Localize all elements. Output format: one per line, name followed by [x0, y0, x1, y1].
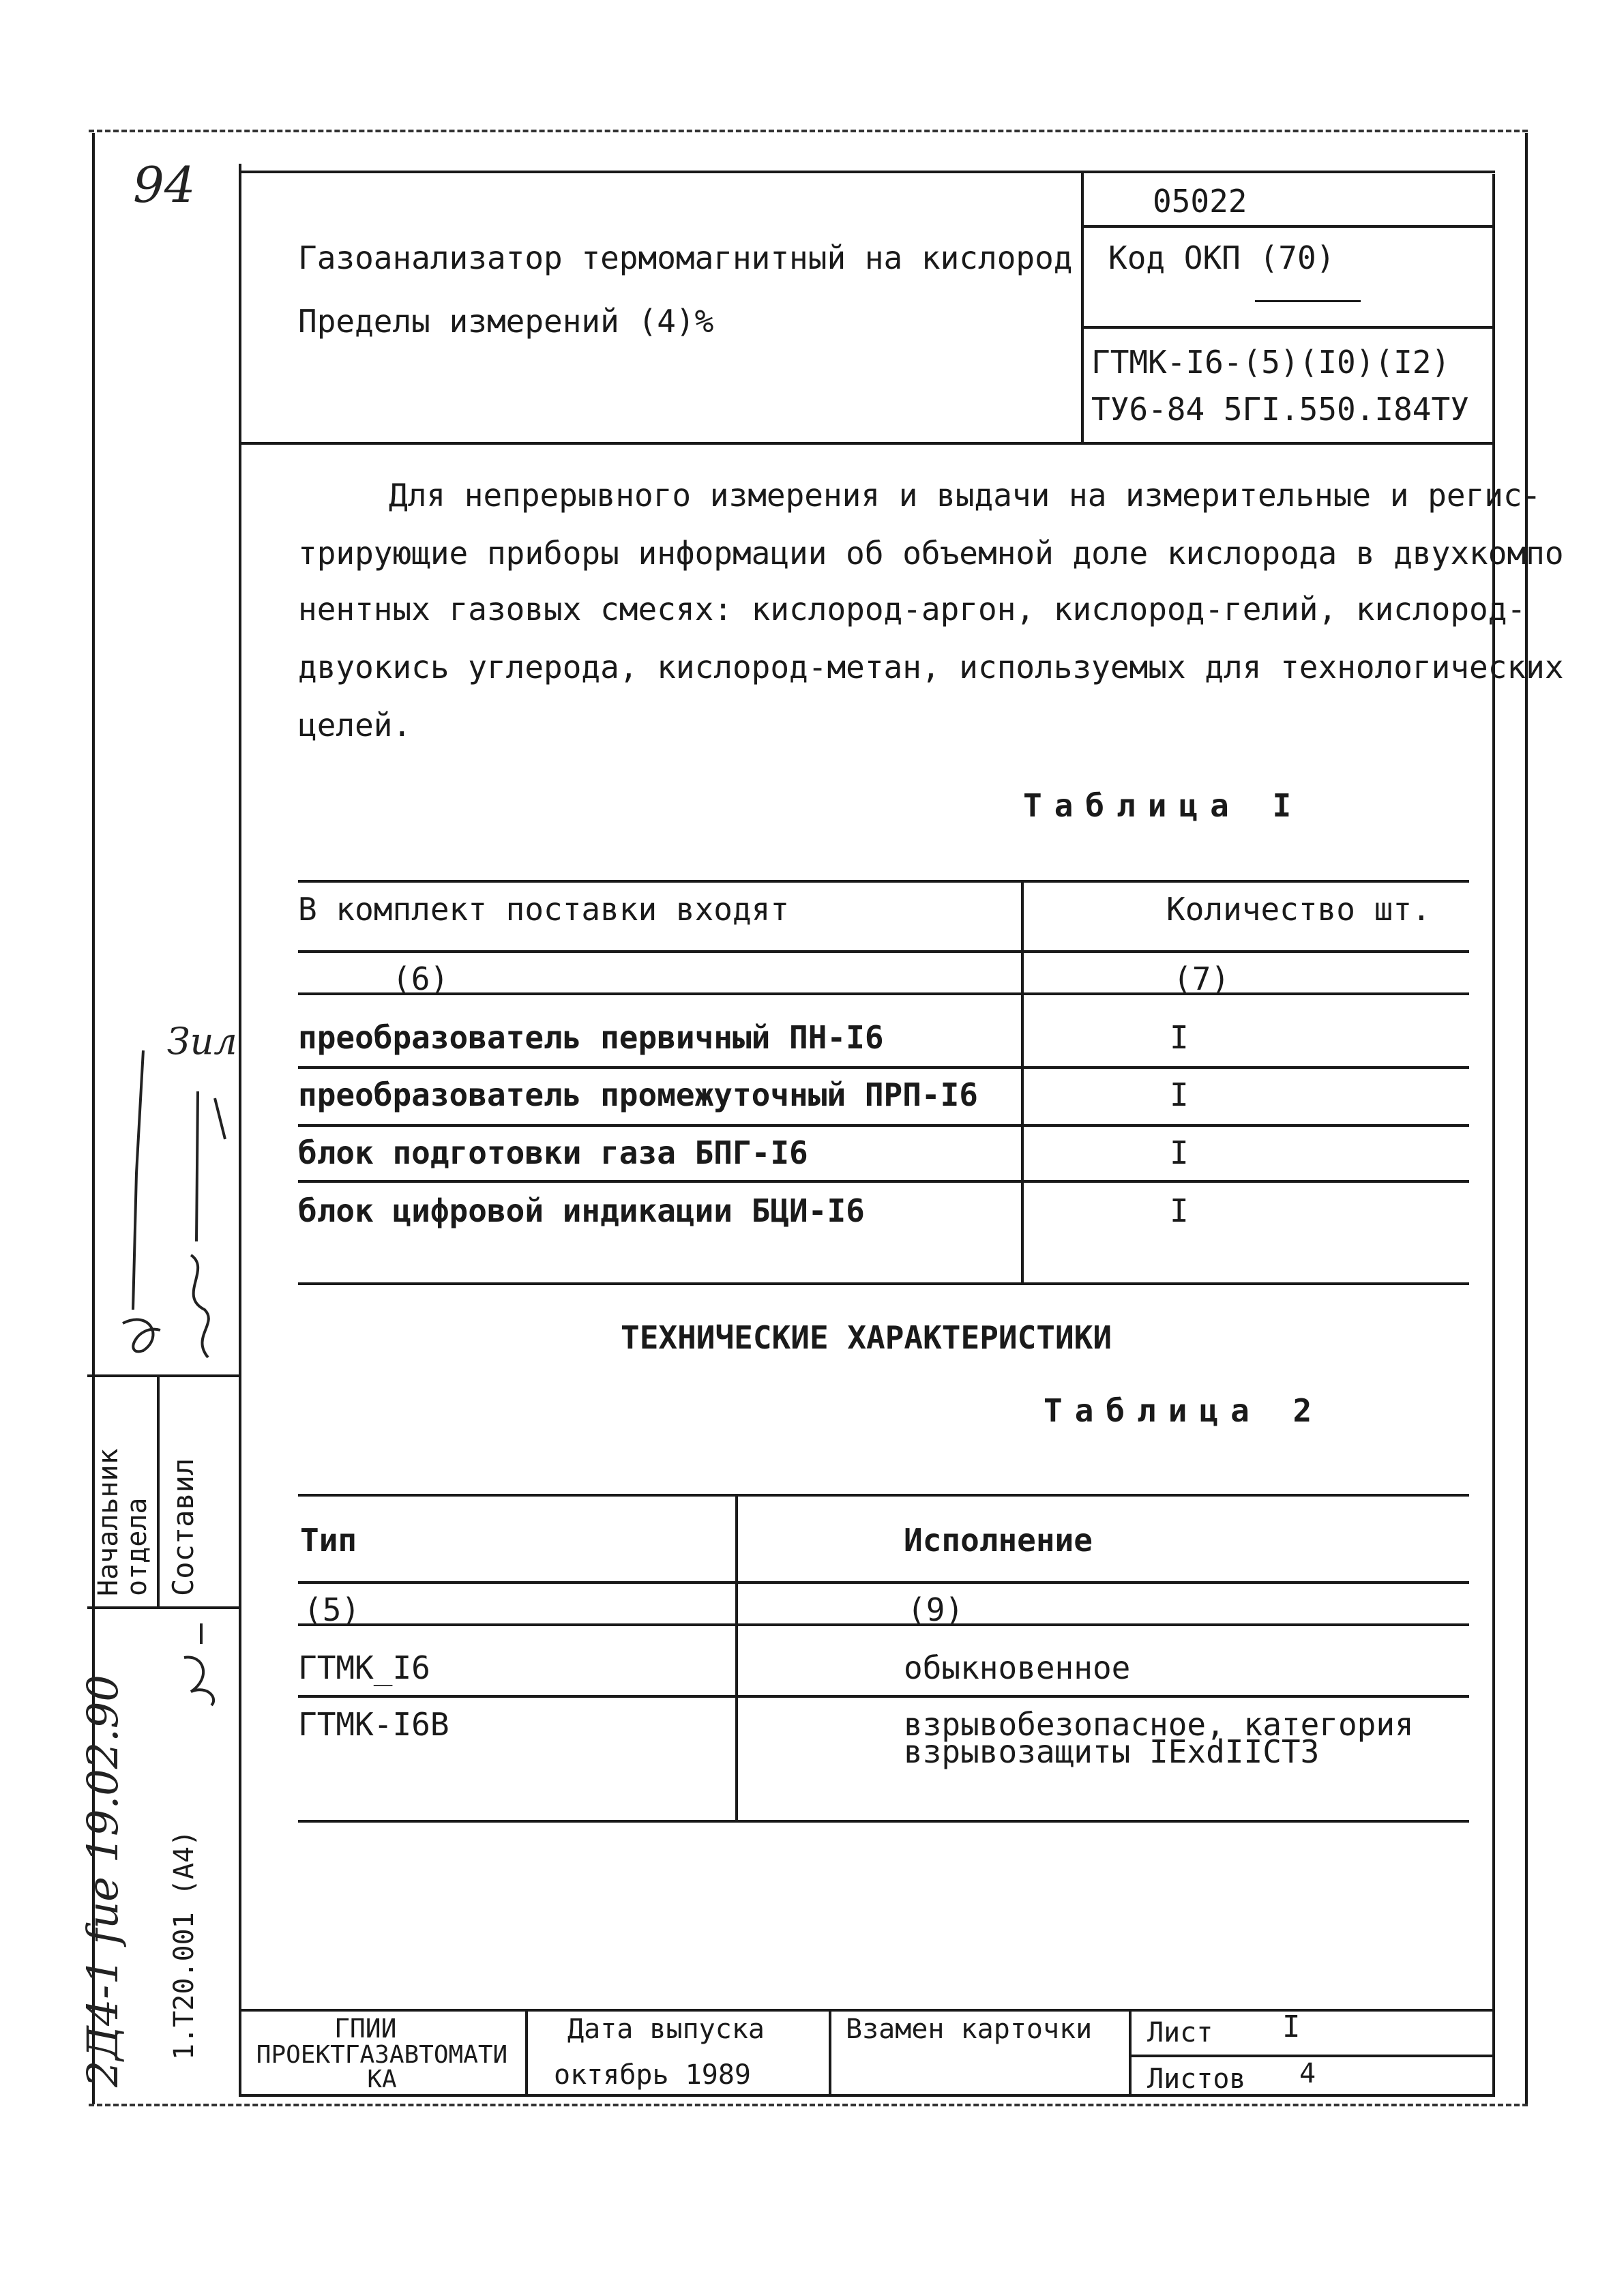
footer-divider [525, 2009, 528, 2094]
table1-row1-item: преобразователь первичный ПН-I6 [298, 1019, 884, 1056]
table1-col2-header: Количество шт. [1166, 891, 1431, 928]
table1-row4-item: блок цифровой индикации БЦИ-I6 [298, 1192, 865, 1229]
form-code: 1.Т20.001 (А4) [168, 1829, 200, 2060]
okp-divider [1081, 326, 1494, 329]
product-title: Газоанализатор термомагнитный на кислород [298, 239, 1073, 276]
top-edge-dashes [89, 130, 1528, 132]
table1-row3-qty: I [1170, 1134, 1189, 1171]
footer-top-line [239, 2009, 1495, 2012]
table2-code-line [298, 1623, 1469, 1626]
release-date-label: Дата выпуска [567, 2014, 765, 2045]
table1-row-line [298, 1180, 1469, 1183]
bottom-edge-dashes [89, 2104, 1528, 2106]
table1-column-divider [1021, 880, 1024, 1284]
footer-sheet-divider [1129, 2055, 1494, 2057]
footer-divider [1129, 2009, 1132, 2094]
sheet-number: I [1282, 2010, 1301, 2044]
table2-row1-exec: обыкновенное [904, 1649, 1131, 1686]
sidebar-line [87, 1606, 239, 1609]
table1-code-line [298, 992, 1469, 995]
header-divider [1081, 171, 1084, 443]
table2-top-line [298, 1494, 1469, 1497]
table1-caption: Таблица I [1023, 787, 1304, 824]
footer-divider [829, 2009, 831, 2094]
okp-code-label: Код ОКП (70) [1108, 239, 1335, 276]
table1-row1-qty: I [1170, 1019, 1189, 1056]
table2-caption: Таблица 2 [1044, 1392, 1325, 1429]
head-of-department-label: Начальник отдела [93, 1448, 153, 1596]
table1-row4-qty: I [1170, 1192, 1189, 1229]
compiled-by-label: Составил [166, 1458, 200, 1596]
intro-line-5: целей. [298, 707, 412, 744]
table1-col1-code: (6) [392, 960, 449, 997]
table2-header-line [298, 1581, 1469, 1584]
handwritten-page-number: 94 [133, 156, 196, 214]
table2-col1-header: Тип [300, 1522, 357, 1559]
handwritten-note: Зил [167, 1020, 237, 1063]
table1-top-line [298, 880, 1469, 883]
inner-left-border [239, 164, 241, 2094]
table1-bottom-line [298, 1282, 1469, 1285]
table1-row2-qty: I [1170, 1076, 1189, 1113]
table1-row2-item: преобразователь промежуточный ПРП-I6 [298, 1076, 978, 1113]
model-designation: ГТМК-I6-(5)(I0)(I2) [1091, 344, 1451, 381]
org-name: ПРОЕКТГАЗАВТОМАТИКА [256, 2041, 508, 2093]
table1-header-line [298, 950, 1469, 953]
table2-row-line [298, 1695, 1469, 1698]
table2-row2-type: ГТМК-I6В [298, 1706, 449, 1743]
intro-line-2: трирующие приборы информации об объемной доле кислорода в двухкомпо [298, 535, 1564, 572]
table2-row2-exec-line1: взрывобезопасное, категория [904, 1706, 1414, 1743]
table1-row-line [298, 1066, 1469, 1069]
sheet-label: Лист [1147, 2017, 1213, 2048]
header-bottom-line [239, 442, 1495, 445]
initials-mark [171, 1617, 232, 1712]
sidebar-line [87, 1374, 239, 1377]
table1-row3-item: блок подготовки газа БПГ-I6 [298, 1134, 808, 1171]
org-abbrev: ГПИИ [334, 2014, 397, 2044]
footer-bottom-line [239, 2094, 1495, 2097]
intro-line-4: двуокись углерода, кислород-метан, используемых для технологических [298, 649, 1564, 686]
replaces-card-label: Взамен карточки [846, 2014, 1093, 2045]
intro-line-3: нентных газовых смесях: кислород-аргон, кислород-гелий, кислород- [298, 591, 1526, 628]
okp-underline [1255, 300, 1361, 302]
release-date-value: октябрь 1989 [554, 2059, 751, 2091]
intro-line-1: Для непрерывного измерения и выдачи на измерительные и регис- [389, 477, 1541, 514]
table1-col1-header: В комплект поставки входят [298, 891, 790, 928]
sheets-total-label: Листов [1147, 2063, 1246, 2095]
header-top-line [239, 171, 1495, 173]
table2-bottom-line [298, 1820, 1469, 1823]
intro-edge-mark [1492, 532, 1495, 580]
signatures [95, 1037, 239, 1371]
sheets-total-value: 4 [1299, 2058, 1316, 2089]
table1-col2-code: (7) [1173, 960, 1230, 997]
right-border [1525, 133, 1528, 2104]
table2-col2-header: Исполнение [904, 1522, 1093, 1559]
inner-right-border [1492, 174, 1495, 2094]
section-title: ТЕХНИЧЕСКИЕ ХАРАКТЕРИСТИКИ [621, 1319, 1112, 1356]
sidebar-divider [157, 1374, 160, 1606]
handwritten-registration: 2Д4-1 fue 19.02.90 [78, 1675, 128, 2087]
code-divider [1081, 225, 1494, 228]
measurement-range: Пределы измерений (4)% [298, 303, 714, 340]
table2-row2-exec-line2: взрывозащиты IExdIIСТ3 [904, 1733, 1320, 1770]
classifier-code: 05022 [1153, 183, 1247, 220]
technical-spec: ТУ6-84 5ГI.550.I84ТУ [1091, 391, 1469, 428]
table2-col1-code: (5) [304, 1591, 361, 1628]
table2-row1-type: ГТМК_I6 [298, 1649, 430, 1686]
table2-col2-code: (9) [907, 1591, 964, 1628]
table2-column-divider [735, 1494, 738, 1821]
table1-row-line [298, 1124, 1469, 1127]
